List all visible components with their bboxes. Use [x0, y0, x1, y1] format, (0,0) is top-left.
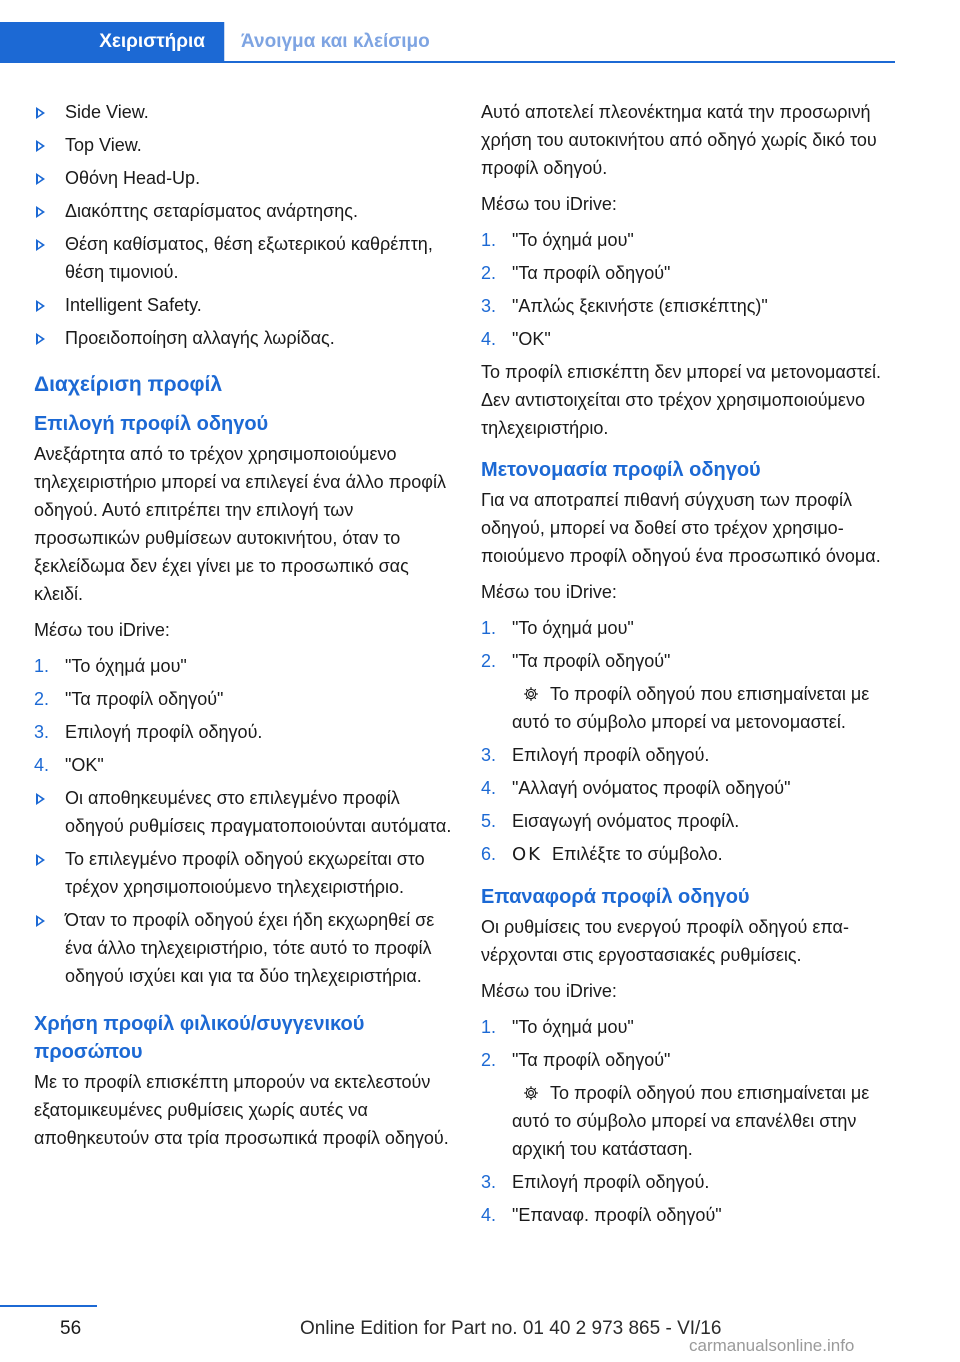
step-number: 6. [481, 844, 497, 864]
step-text: "Αλλαγή ονόματος προφίλ οδηγού" [512, 778, 791, 798]
list-item-text: Προειδοποίηση αλλαγής λωρίδας. [65, 328, 335, 348]
list-item [34, 98, 454, 126]
step-number: 3. [34, 722, 50, 742]
numbered-step [34, 685, 454, 713]
header-tab-opening-closing[interactable] [241, 22, 430, 62]
numbered-step [34, 751, 454, 779]
subsection-title-reset-profile: Επαναφορά προφίλ οδηγού [481, 886, 750, 908]
triangle-bullet-icon [36, 793, 45, 805]
subsection-title-guest-profile: Χρήση προφίλ φιλικού/συγγενικού προσώπου [34, 1013, 365, 1063]
step-text: "OK" [65, 755, 104, 775]
numbered-step [481, 774, 897, 802]
gear-icon [518, 685, 544, 703]
paragraph: Με το προφίλ επισκέπτη μπορούν να εκτελεστούν εξατομικευμένες ρυθμίσεις χωρίς αυτές να αποθηκευτούν στα τρία προσωπικά προφίλ οδηγού. [34, 1072, 449, 1148]
list-item [34, 784, 454, 840]
list-item [34, 230, 454, 286]
list-item [34, 906, 454, 990]
step-note [481, 1079, 897, 1163]
step-text: "Απλώς ξεκινήστε (επισκέπτης)" [512, 296, 768, 316]
via-idrive-label: Μέσω του iDrive: [34, 620, 170, 640]
list-item-text: Όταν το προφίλ οδηγού έχει ήδη εκχωρηθεί σε ένα άλλο τηλεχειριστήριο, τότε αυτό το προφίλ οδηγού ισχύει και για τα δύο τηλεχειριστήρια. [65, 910, 435, 986]
list-item [34, 197, 454, 225]
list-item [34, 164, 454, 192]
via-idrive-label: Μέσω του iDrive: [481, 194, 617, 214]
step-number: 4. [34, 755, 50, 775]
step-text: Εισαγωγή ονόματος προφίλ. [512, 811, 740, 831]
list-item-text: Top View. [65, 135, 142, 155]
step-number: 4. [481, 1205, 497, 1225]
page-number: 56 [60, 1318, 82, 1339]
list-item [34, 291, 454, 319]
triangle-bullet-icon [36, 915, 45, 927]
step-number: 1. [481, 1017, 497, 1037]
numbered-step [481, 292, 897, 320]
triangle-bullet-icon [36, 107, 45, 119]
watermark[interactable]: carmanualsonline.info [689, 1336, 855, 1355]
step-number: 3. [481, 745, 497, 765]
section-title-profile-management: Διαχείριση προφίλ [34, 373, 223, 396]
paragraph: Οι ρυθμίσεις του ενεργού προφίλ οδηγού επανέρχονται στις εργοστασιακές ρυθμίσεις. [481, 917, 849, 965]
page-header [0, 22, 895, 62]
subsection-title-select-profile: Επιλογή προφίλ οδηγού [34, 413, 269, 435]
step-note [481, 680, 897, 736]
triangle-bullet-icon [36, 300, 45, 312]
step-text: Επιλογή προφίλ οδηγού. [512, 1172, 710, 1192]
paragraph: Για να αποτραπεί πιθανή σύγχυση των προφίλ οδηγού, μπορεί να δοθεί στο τρέχον χρησιμοποιούμενο προφίλ οδηγού ένα προσωπικό όνομα. [481, 490, 881, 566]
numbered-step [481, 807, 897, 835]
list-item-text: Θέση καθίσματος, θέση εξωτερικού καθρέπτη, θέση τιμονιού. [65, 234, 433, 282]
step-number: 3. [481, 1172, 497, 1192]
list-item-text: Intelligent Safety. [65, 295, 202, 315]
triangle-bullet-icon [36, 854, 45, 866]
step-text: Επιλέξτε το σύμβολο. [551, 844, 723, 864]
header-separator [224, 22, 225, 62]
list-item [34, 324, 454, 352]
numbered-step [481, 1168, 897, 1196]
header-tab-controls-label: Χειριστήρια [99, 31, 205, 52]
step-text: "OK" [512, 329, 551, 349]
step-text: "Το όχημά μου" [512, 618, 634, 638]
header-rule [0, 61, 895, 63]
step-number: 5. [481, 811, 497, 831]
step-number: 1. [481, 230, 497, 250]
step-text: "Τα προφίλ οδηγού" [65, 689, 224, 709]
numbered-step [481, 1013, 897, 1041]
step-number: 1. [481, 618, 497, 638]
footer-rule [0, 1305, 97, 1307]
list-item-text: Οι αποθηκευμένες στο επιλεγμένο προφίλ οδηγού ρυθμίσεις πραγματοποιούνται αυτόματα. [65, 788, 452, 836]
triangle-bullet-icon [36, 140, 45, 152]
triangle-bullet-icon [36, 173, 45, 185]
step-number: 2. [481, 651, 497, 671]
header-tab-opening-closing-label: Άνοιγμα και κλείσιμο [241, 31, 430, 52]
left-column [34, 98, 454, 1160]
numbered-step [481, 647, 897, 675]
step-number: 2. [34, 689, 50, 709]
list-item-text: Side View. [65, 102, 149, 122]
step-text: "Τα προφίλ οδηγού" [512, 1050, 671, 1070]
step-text: "Επαναφ. προφίλ οδηγού" [512, 1205, 722, 1225]
numbered-step [34, 718, 454, 746]
step-text: "Το όχημά μου" [512, 1017, 634, 1037]
numbered-step [34, 652, 454, 680]
paragraph: Ανεξάρτητα από το τρέχον χρησιμοποιούμενο τηλεχειριστήριο μπορεί να επιλεγεί ένα άλλο προφίλ οδηγού. Αυτό επιτρέπει την επιλογή των προσωπικών ρυθμίσεων αυτοκινήτου, όταν το ξεκλείδωμα δεν έχει γίνει με το προσωπικό σας κλειδί. [34, 444, 446, 604]
triangle-bullet-icon [36, 206, 45, 218]
numbered-step [481, 1046, 897, 1074]
numbered-step [481, 226, 897, 254]
numbered-step [481, 840, 897, 869]
gear-icon [518, 1084, 544, 1102]
step-number: 3. [481, 296, 497, 316]
header-tab-controls[interactable] [0, 22, 224, 62]
paragraph: Το προφίλ επισκέπτη δεν μπορεί να μετονομαστεί. Δεν αντιστοιχείται στο τρέχον χρησιμοποιούμενο τηλεχειριστήριο. [481, 362, 882, 438]
right-column [481, 98, 897, 1234]
list-item [34, 845, 454, 901]
step-text: "Το όχημά μου" [512, 230, 634, 250]
step-number: 4. [481, 778, 497, 798]
via-idrive-label: Μέσω του iDrive: [481, 582, 617, 602]
numbered-step [481, 259, 897, 287]
edition-text: Online Edition for Part no. 01 40 2 973 865 - VI/16 [300, 1318, 722, 1339]
step-text: Επιλογή προφίλ οδηγού. [65, 722, 263, 742]
paragraph: Αυτό αποτελεί πλεονέκτημα κατά την προσωρινή χρήση του αυτοκινήτου από οδηγό χωρίς δικό του προφίλ οδηγού. [481, 102, 877, 178]
triangle-bullet-icon [36, 239, 45, 251]
step-number: 4. [481, 329, 497, 349]
step-note-text: Το προφίλ οδηγού που επισημαίνεται με αυτό το σύμβολο μπορεί να μετονομαστεί. [512, 684, 870, 732]
via-idrive-label: Μέσω του iDrive: [481, 981, 617, 1001]
list-item-text: Διακόπτης σεταρίσματος ανάρτησης. [65, 201, 358, 221]
numbered-step [481, 614, 897, 642]
step-text: "Το όχημά μου" [65, 656, 187, 676]
step-number: 2. [481, 263, 497, 283]
triangle-bullet-icon [36, 333, 45, 345]
step-number: 1. [34, 656, 50, 676]
numbered-step [481, 1201, 897, 1229]
step-text: "Τα προφίλ οδηγού" [512, 651, 671, 671]
step-text: "Τα προφίλ οδηγού" [512, 263, 671, 283]
list-item-text: Οθόνη Head-Up. [65, 168, 201, 188]
numbered-step [481, 741, 897, 769]
step-text: Επιλογή προφίλ οδηγού. [512, 745, 710, 765]
step-number: 2. [481, 1050, 497, 1070]
step-note-text: Το προφίλ οδηγού που επισημαίνεται με αυτό το σύμβολο μπορεί να επανέλθει στην αρχική του κατάσταση. [512, 1083, 870, 1159]
list-item-text: Το επιλεγμένο προφίλ οδηγού εκχωρείται στο τρέχον χρησιμοποιούμενο τηλεχειριστήριο. [65, 849, 425, 897]
subsection-title-rename-profile: Μετονομασία προφίλ οδηγού [481, 459, 761, 481]
list-item [34, 131, 454, 159]
ok-icon: OK [512, 844, 542, 865]
numbered-step [481, 325, 897, 353]
